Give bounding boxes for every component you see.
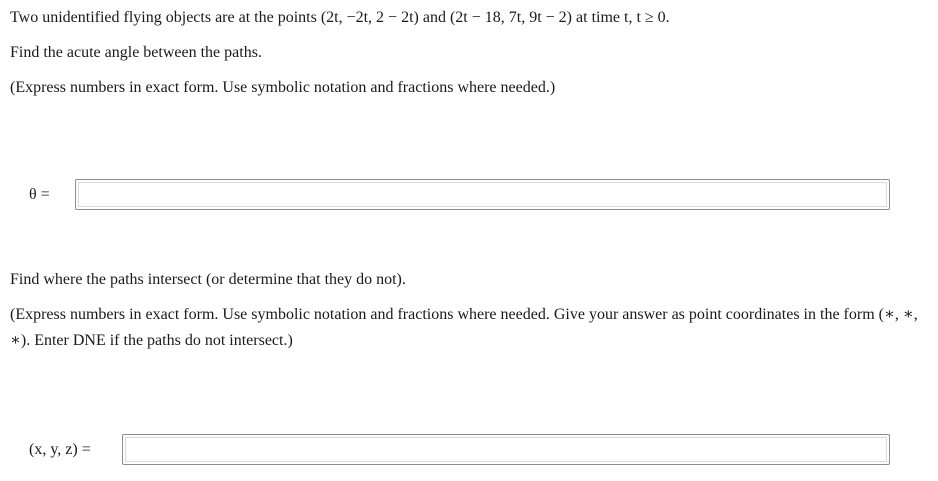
problem-statement: [10, 8, 670, 28]
part2-instructions: (Express numbers in exact form. Use symbolic notation and fractions where needed. Give your answer as point coordinates in the form (∗, ∗, ∗). Enter DNE if the paths do not intersect.): [10, 306, 918, 349]
intro-text: Two unidentified flying objects are at the points: [10, 9, 317, 26]
point-one: (2t, −2t, 2 − 2t): [320, 9, 419, 26]
part1-instructions: (Express numbers in exact form. Use symbolic notation and fractions where needed.): [10, 79, 556, 96]
time-condition: at time t, t ≥ 0.: [576, 9, 670, 26]
part1-question: Find the acute angle between the paths.: [10, 44, 262, 61]
part2-question: Find where the paths intersect (or determine that they do not).: [10, 271, 406, 288]
and-text: and: [422, 9, 446, 26]
xyz-label: (x, y, z) =: [29, 441, 91, 458]
theta-answer-input[interactable]: [75, 179, 890, 210]
intersection-answer-input[interactable]: [122, 434, 890, 465]
theta-label: θ =: [29, 186, 50, 203]
point-two: (2t − 18, 7t, 9t − 2): [449, 9, 573, 26]
